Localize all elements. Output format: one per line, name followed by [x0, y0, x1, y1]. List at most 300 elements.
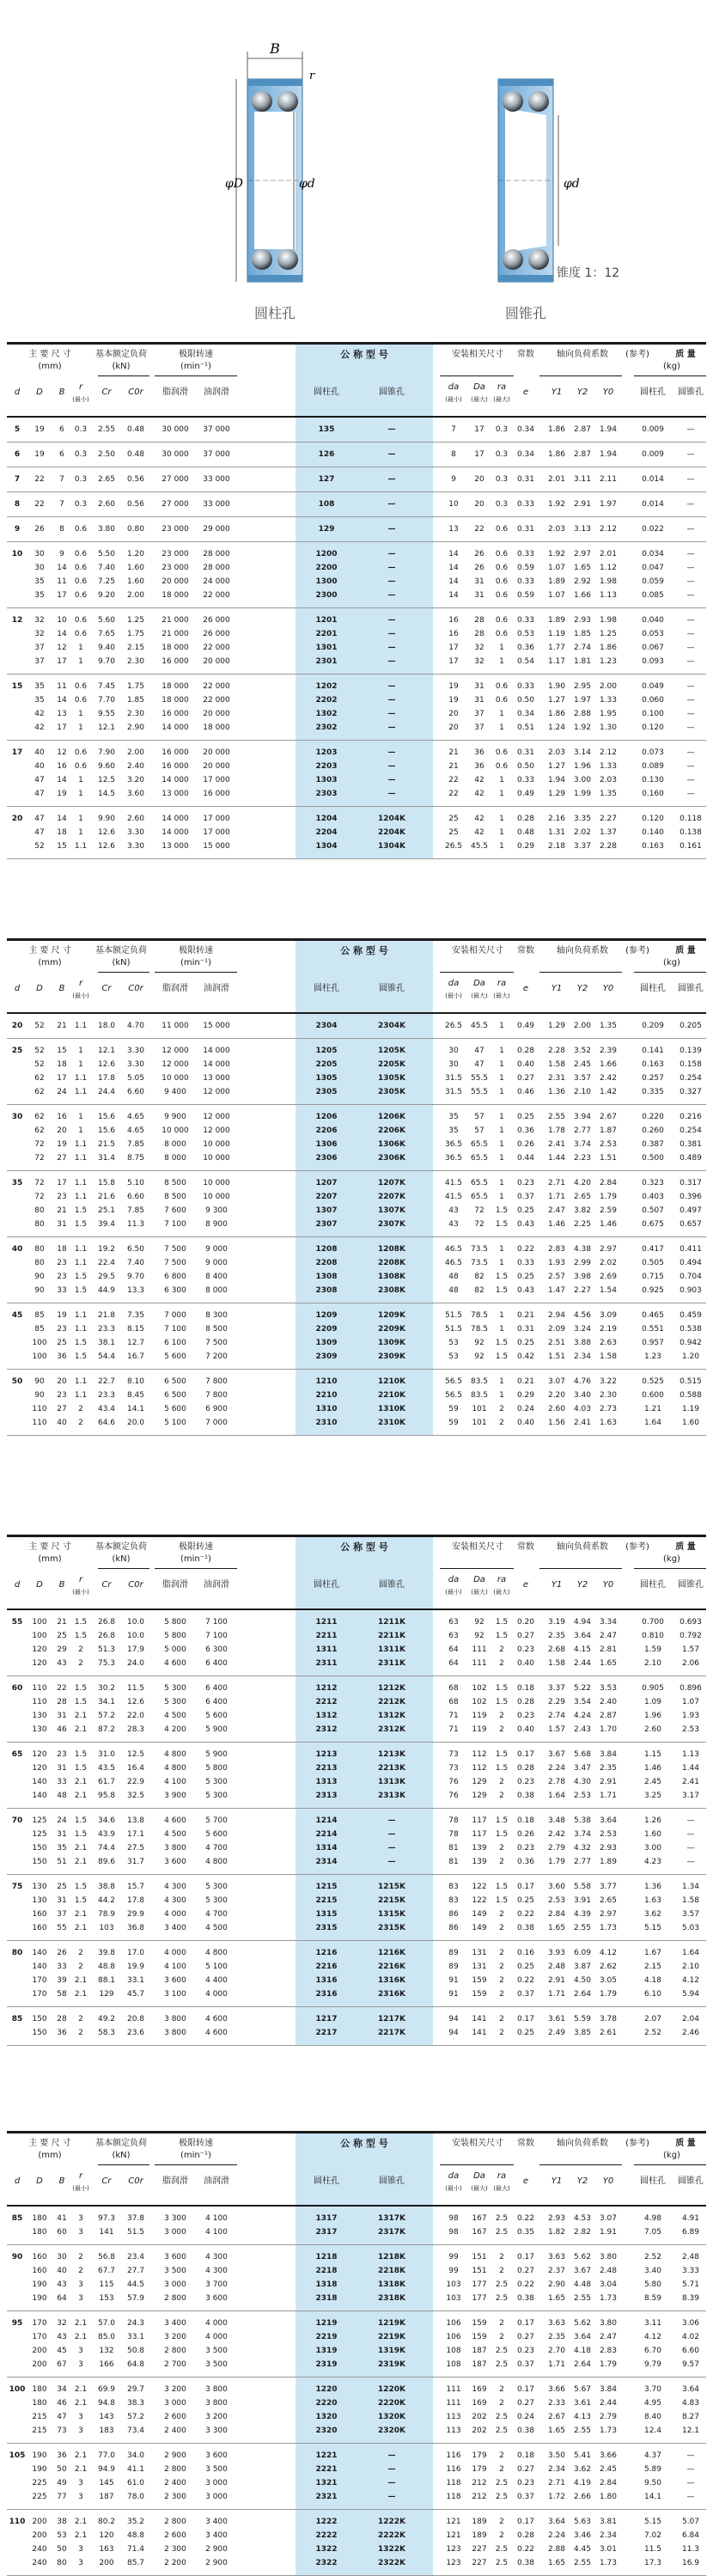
header-col-tap: 圆锥孔: [379, 2176, 405, 2186]
table-cell: 0.38: [516, 2559, 535, 2567]
table-cell: 73.5: [470, 1259, 489, 1267]
table-cell: 0.693: [679, 1618, 702, 1627]
table-cell: 2220K: [377, 2399, 406, 2408]
table-cell: 3.09: [599, 1311, 618, 1320]
table-cell: 5.67: [573, 2385, 592, 2394]
table-cell: 27: [57, 1405, 67, 1413]
table-cell: 71: [448, 1725, 459, 1734]
table-cell: 6.09: [573, 1949, 592, 1957]
table-cell: 2304K: [377, 1022, 406, 1030]
table-cell: 5 600: [164, 1405, 186, 1413]
table-cell: 141: [472, 2029, 487, 2037]
table-cell: 39.4: [97, 1220, 116, 1229]
table-cell: 1.20: [126, 550, 145, 559]
table-row: [7, 2410, 706, 2424]
table-cell: 0.657: [679, 1220, 702, 1229]
table-cell: 1.5: [74, 1750, 88, 1759]
table-cell: 115: [99, 2280, 114, 2289]
table-cell: 1213: [315, 1750, 338, 1759]
table-cell: 3.14: [573, 748, 592, 757]
table-cell: 1204K: [377, 815, 406, 823]
table-cell: 169: [472, 2399, 487, 2408]
table-cell: 55.5: [470, 1074, 489, 1083]
table-cell: 2317K: [377, 2228, 406, 2237]
table-cell: 1.98: [599, 577, 618, 586]
table-cell: 42: [34, 710, 45, 718]
table-cell: 41.5: [444, 1179, 463, 1187]
table-cell: 3 900: [164, 1792, 186, 1800]
table-cell: 2: [499, 1659, 504, 1668]
table-row: [7, 707, 706, 721]
table-cell: 1.47: [547, 1286, 566, 1295]
table-cell: 0.25: [516, 1206, 535, 1215]
table-cell: 25: [57, 1339, 67, 1347]
table-cell: 22.0: [126, 1712, 145, 1720]
table-row: [7, 1019, 706, 1033]
table-cell: 2215K: [377, 1896, 406, 1905]
header-col-da: da: [448, 979, 460, 988]
table-row: [7, 613, 706, 627]
table-cell: 4.39: [573, 1910, 592, 1919]
table-cell: 98: [448, 2228, 459, 2237]
table-cell: 149: [472, 1910, 487, 1919]
table-cell: 0.23: [516, 1645, 535, 1654]
table-cell: 0.49: [516, 790, 535, 798]
table-cell: 2.53: [599, 1830, 618, 1839]
table-cell: 4 400: [205, 1976, 228, 1985]
table-cell: 72: [34, 1154, 45, 1163]
table-row: [7, 1110, 706, 1124]
table-cell: 19.9: [126, 1963, 145, 1971]
table-cell: 4 800: [164, 1764, 186, 1773]
table-cell: 151: [472, 2267, 487, 2275]
table-cell: 5 600: [205, 1830, 228, 1839]
table-row: [7, 1071, 706, 1085]
table-cell: 38.8: [97, 1883, 116, 1891]
table-cell: 2311: [315, 1659, 338, 1668]
table-cell: 0.33: [516, 500, 535, 509]
table-cell: 1314: [315, 1844, 338, 1853]
table-row: [7, 497, 706, 511]
table-cell: 3.63: [547, 2319, 566, 2328]
table-cell: 40: [57, 1419, 67, 1427]
table-cell: 24.3: [126, 2319, 145, 2328]
table-cell: 130: [32, 1896, 47, 1905]
table-cell: 26 000: [203, 630, 230, 638]
table-cell: 1: [499, 1074, 504, 1083]
table-cell: 1205: [315, 1047, 338, 1055]
table-cell: 4.32: [573, 1844, 592, 1853]
table-cell: 20 000: [203, 657, 230, 666]
table-body: [7, 1610, 706, 2046]
table-cell: 55: [57, 1924, 67, 1932]
table-cell: 29.7: [126, 2385, 145, 2394]
table-cell: —: [686, 450, 695, 459]
table-row: [7, 1643, 706, 1657]
table-cell: 45.7: [126, 1990, 145, 1999]
table-cell: 4.18: [643, 1976, 662, 1985]
table-cell: 3.64: [573, 1632, 592, 1640]
table-cell: 3 600: [164, 1976, 186, 1985]
table-row: [7, 2490, 706, 2504]
table-cell: 1317: [315, 2214, 338, 2223]
table-cell: 14: [57, 630, 67, 638]
table-cell: 2309K: [377, 1352, 406, 1361]
table-cell: 1.1: [74, 1259, 88, 1267]
table-cell: 101: [472, 1405, 487, 1413]
table-cell: —: [387, 682, 396, 691]
table-cell: 16.9: [681, 2559, 700, 2567]
table-cell: 1.12: [599, 564, 618, 572]
table-cell: 27 000: [161, 500, 189, 509]
table-row: [7, 2330, 706, 2344]
table-cell: 2.1: [74, 1725, 88, 1734]
table-cell: 0.810: [642, 1632, 664, 1640]
table-cell: 8.45: [126, 1391, 145, 1400]
table-cell: 2: [499, 1990, 504, 1999]
table-cell: 1.35: [599, 1022, 618, 1030]
table-cell: 76: [448, 1778, 459, 1786]
table-cell: 0.489: [679, 1154, 702, 1163]
table-cell: 125: [32, 1830, 47, 1839]
table-cell: 0.059: [642, 577, 664, 586]
table-cell: 2.97: [599, 1910, 618, 1919]
table-row: [7, 1190, 706, 1204]
table-cell: 2.79: [547, 1844, 566, 1853]
table-cell: 9 300: [205, 1206, 228, 1215]
table-cell: 2: [499, 1645, 504, 1654]
table-cell: 29: [57, 1645, 67, 1654]
table-cell: 26.5: [444, 842, 463, 851]
table-cell: 1: [499, 1179, 504, 1187]
table-cell: 2.06: [681, 1659, 700, 1668]
table-cell: 2301: [315, 657, 338, 666]
table-cell: 0.40: [516, 1419, 535, 1427]
table-cell: 10 000: [203, 1140, 230, 1149]
table-cell: 1315: [315, 1910, 338, 1919]
table-cell: 3.22: [599, 1377, 618, 1386]
table-cell: 1206K: [377, 1113, 406, 1121]
table-cell: 2: [499, 1792, 504, 1800]
table-cell: 5.38: [573, 1816, 592, 1825]
table-cell: 31: [57, 1830, 67, 1839]
table-cell: 9 900: [164, 1113, 186, 1121]
table-cell: 2.27: [599, 815, 618, 823]
table-cell: 2.10: [681, 1963, 700, 1971]
table-cell: 3: [78, 2228, 83, 2237]
table-row: [7, 589, 706, 602]
table-cell: 25: [448, 815, 459, 823]
table-cell: 7 500: [164, 1259, 186, 1267]
table-cell: 4.03: [573, 1405, 592, 1413]
table-cell: 3.74: [573, 1830, 592, 1839]
table-cell: 4 500: [164, 1830, 186, 1839]
table-cell: 7 100: [164, 1220, 186, 1229]
table-cell: 0.507: [642, 1206, 664, 1215]
table-cell: 1322K: [377, 2545, 406, 2554]
header-model: 公 称 型 号: [340, 1541, 388, 1553]
table-cell: 2212: [315, 1698, 338, 1706]
table-cell: 8.27: [681, 2413, 700, 2421]
table-cell: 1.73: [599, 2294, 618, 2303]
table-cell: 3 000: [164, 2280, 186, 2289]
table-cell: 6 400: [205, 1698, 228, 1706]
table-cell: 189: [472, 2518, 487, 2526]
table-cell: 0.6: [74, 762, 88, 771]
table-cell: 0.014: [642, 500, 664, 509]
bore-group: [7, 542, 706, 608]
table-cell: 18: [57, 828, 67, 837]
table-cell: —: [387, 1858, 396, 1866]
table-cell: 47: [57, 2413, 67, 2421]
header-ref: (参考): [625, 1542, 649, 1552]
table-cell: 2.47: [547, 1206, 566, 1215]
table-cell: 5.60: [97, 616, 116, 625]
table-cell: 19: [34, 450, 45, 459]
table-cell: 1.13: [599, 591, 618, 600]
table-cell: 57.9: [126, 2294, 145, 2303]
table-cell: 88.1: [97, 1976, 116, 1985]
table-row: [7, 1416, 706, 1430]
table-cell: 2: [78, 2267, 83, 2275]
table-cell: 2317: [315, 2228, 338, 2237]
table-cell: 2.55: [573, 2559, 592, 2567]
table-cell: 10: [448, 500, 459, 509]
table-row: [7, 1841, 706, 1855]
table-cell: 2.48: [599, 2267, 618, 2275]
table-cell: 1.89: [547, 616, 566, 625]
table-cell: 116: [446, 2451, 461, 2460]
table-cell: 11: [57, 577, 67, 586]
table-cell: 102: [472, 1698, 487, 1706]
table-cell: 5 100: [164, 1419, 186, 1427]
table-cell: 1313K: [377, 1778, 406, 1786]
table-cell: 9.57: [681, 2360, 700, 2369]
table-cell: 32: [474, 657, 484, 666]
table-header: [7, 938, 706, 1014]
header-col-damin: (最小): [445, 992, 462, 999]
table-cell: 0.48: [126, 425, 145, 434]
table-cell: 17 000: [203, 776, 230, 784]
header-axial: 轴向负荷系数: [557, 350, 608, 359]
table-cell: 12.1: [97, 1047, 116, 1055]
table-cell: 4 800: [205, 1858, 228, 1866]
table-cell: 5 100: [205, 1963, 228, 1971]
table-cell: 14: [448, 550, 459, 559]
table-cell: 4.50: [573, 1976, 592, 1985]
table-cell: 2319: [315, 2360, 338, 2369]
table-cell: 183: [99, 2426, 114, 2435]
table-cell: 2321: [315, 2493, 338, 2501]
table-row: [7, 1270, 706, 1284]
table-cell: 2: [499, 1725, 504, 1734]
table-cell: 3.05: [599, 1976, 618, 1985]
table-cell: 3.93: [547, 1949, 566, 1957]
table-cell: 2.34: [573, 1352, 592, 1361]
table-cell: 2.44: [599, 2399, 618, 2408]
table-cell: 3.61: [573, 2399, 592, 2408]
table-cell: 9.50: [643, 2479, 662, 2487]
table-cell: 2305K: [377, 1088, 406, 1096]
table-cell: 17.8: [97, 1074, 116, 1083]
table-cell: 4.24: [573, 1712, 592, 1720]
table-cell: 20 000: [203, 710, 230, 718]
table-cell: 37 000: [203, 425, 230, 434]
table-cell: 38.3: [126, 2399, 145, 2408]
table-cell: —: [686, 2465, 695, 2474]
table-row: [7, 1748, 706, 1761]
header-rule: [634, 2164, 706, 2165]
table-row: [7, 1044, 706, 1058]
table-cell: 0.6: [495, 550, 509, 559]
header-col-Damax: (最大): [471, 1589, 488, 1596]
table-cell: 6 500: [164, 1377, 186, 1386]
table-cell: 1318K: [377, 2280, 406, 2289]
table-cell: 0.80: [126, 525, 145, 534]
table-cell: 51: [57, 1858, 67, 1866]
table-cell: 2: [499, 1778, 504, 1786]
table-cell: 2.66: [573, 2493, 592, 2501]
table-cell: —: [686, 616, 695, 625]
header-mass: 质 量: [675, 946, 696, 955]
table-cell: 36: [57, 2029, 67, 2037]
table-cell: 59: [448, 1419, 459, 1427]
table-cell: 3.06: [681, 2319, 700, 2328]
table-cell: 2 900: [205, 2545, 228, 2554]
table-cell: 31: [474, 591, 484, 600]
table-cell: 0.120: [642, 723, 664, 732]
table-cell: 36.5: [444, 1140, 463, 1149]
table-cell: 26: [34, 525, 45, 534]
table-cell: 73.5: [470, 1245, 489, 1254]
table-cell: 0.33: [516, 550, 535, 559]
table-row: [7, 522, 706, 536]
header-rating: 基本额定负荷: [95, 1542, 147, 1552]
table-cell: 3 800: [164, 2029, 186, 2037]
table-cell: 5 300: [205, 1778, 228, 1786]
header-col-Cr: Cr: [101, 2176, 112, 2186]
table-cell: 0.38: [516, 1792, 535, 1800]
table-cell: 4 600: [164, 1659, 186, 1668]
table-cell: 1.34: [681, 1883, 700, 1891]
header-col-rmin: (最小): [72, 992, 89, 999]
table-cell: 17.9: [126, 1645, 145, 1654]
table-cell: 2: [499, 2029, 504, 2037]
table-cell: 1.79: [547, 1858, 566, 1866]
table-cell: 74.4: [97, 1844, 116, 1853]
table-cell: 2.28: [547, 1047, 566, 1055]
table-cell: 22: [474, 525, 484, 534]
table-cell: 47: [34, 790, 45, 798]
table-cell: 2.20: [547, 1391, 566, 1400]
table-cell: 17.0: [126, 1949, 145, 1957]
table-cell: 2: [499, 2253, 504, 2262]
table-cell: 1.36: [547, 1088, 566, 1096]
table-cell: 3 500: [164, 2267, 186, 2275]
table-cell: 22.7: [97, 1377, 116, 1386]
table-row: [7, 1375, 706, 1389]
table-cell: 18.0: [97, 1022, 116, 1030]
table-cell: 22 000: [203, 591, 230, 600]
table-cell: 120: [32, 1645, 47, 1654]
table-cell: 7.90: [97, 748, 116, 757]
header-ref: (参考): [625, 946, 649, 955]
table-cell: 1211K: [377, 1618, 406, 1627]
table-cell: 4 300: [205, 2253, 228, 2262]
table-cell: 1.1: [74, 1140, 88, 1149]
table-cell: 4 100: [164, 1963, 186, 1971]
bore-group: [7, 467, 706, 492]
table-cell: 2: [499, 2015, 504, 2024]
table-cell: 2.00: [126, 591, 145, 600]
table-cell: 2206K: [377, 1126, 406, 1135]
table-cell: 0.36: [516, 1126, 535, 1135]
table-cell: 1.5: [495, 1220, 509, 1229]
table-cell: 1.1: [74, 1391, 88, 1400]
table-row: [7, 2344, 706, 2358]
table-cell: 33: [57, 1963, 67, 1971]
table-cell: 2.52: [643, 2253, 662, 2262]
table-row: [7, 2556, 706, 2570]
table-cell: 0.715: [642, 1273, 664, 1281]
table-cell: 16.7: [126, 1352, 145, 1361]
table-cell: 57: [474, 1113, 484, 1121]
table-cell: 0.327: [679, 1088, 702, 1096]
table-cell: 0.138: [679, 828, 702, 837]
table-cell: 20: [57, 1377, 67, 1386]
table-cell: 1.27: [547, 762, 566, 771]
table-cell: 2: [499, 1976, 504, 1985]
header-col-mass-tap: 圆锥孔: [678, 388, 704, 397]
table-cell: 0.3: [74, 475, 88, 484]
table-cell: 14 000: [161, 828, 189, 837]
table-cell: 17: [474, 425, 484, 434]
table-cell: 1.79: [599, 1990, 618, 1999]
table-cell: 0.130: [642, 776, 664, 784]
table-cell: 179: [472, 2465, 487, 2474]
table-cell: 1.20: [681, 1352, 700, 1361]
header-rpm: (min⁻¹): [180, 2151, 211, 2160]
table-cell: 3.19: [547, 1618, 566, 1627]
table-cell: 190: [32, 2294, 47, 2303]
table-cell: 1.93: [547, 1259, 566, 1267]
table-cell: 3.80: [599, 2253, 618, 2262]
table-cell: 60: [57, 2228, 67, 2237]
table-cell: 3.98: [573, 1273, 592, 1281]
table-cell: 3.11: [643, 2319, 662, 2328]
table-row: [7, 1204, 706, 1218]
table-cell: 2.45: [643, 1778, 662, 1786]
table-cell: 2.79: [599, 2413, 618, 2421]
table-cell: 7 100: [205, 1632, 228, 1640]
table-cell: 47: [474, 1047, 484, 1055]
table-cell: 72: [34, 1179, 45, 1187]
table-cell: 2: [78, 1659, 83, 1668]
table-cell: 2.44: [573, 1659, 592, 1668]
table-cell: 1.5: [74, 1883, 88, 1891]
table-cell: —: [686, 1830, 695, 1839]
table-cell: 1.71: [547, 1990, 566, 1999]
table-cell: 2 900: [205, 2559, 228, 2567]
table-cell: 28.3: [126, 1725, 145, 1734]
table-cell: 3.94: [573, 1113, 592, 1121]
table-cell: 0.37: [516, 1193, 535, 1201]
table-cell: 2209: [315, 1325, 338, 1334]
table-cell: 14 000: [203, 1060, 230, 1069]
table-cell: —: [686, 748, 695, 757]
table-cell: —: [686, 696, 695, 705]
table-row: [7, 1218, 706, 1231]
